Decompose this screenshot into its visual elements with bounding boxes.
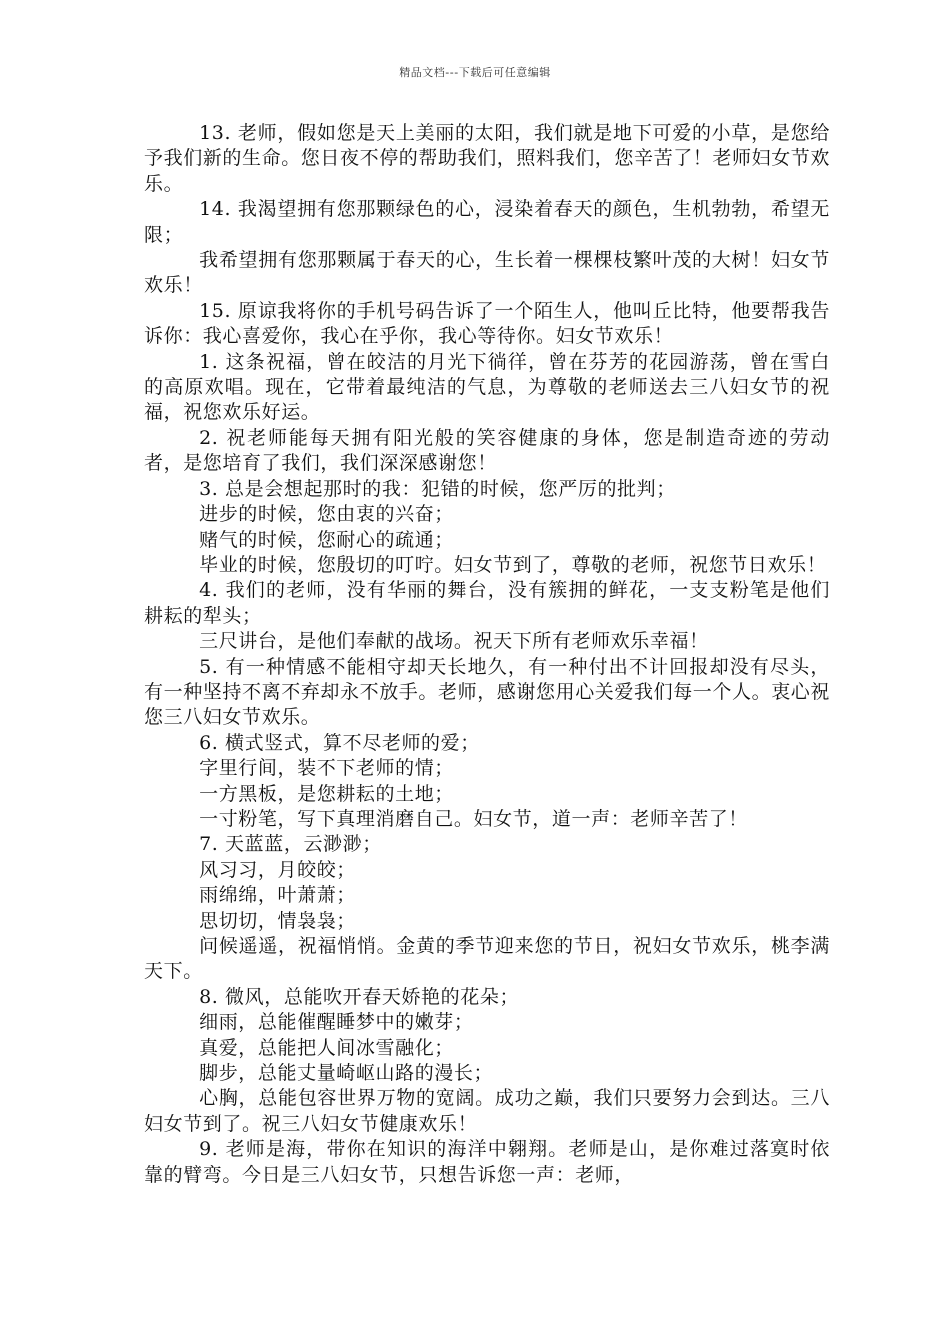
- paragraph: 毕业的时候，您殷切的叮咛。妇女节到了，尊敬的老师，祝您节日欢乐！: [199, 553, 827, 576]
- paragraph: 6. 横式竖式，算不尽老师的爱；: [199, 731, 480, 754]
- paragraph: 进步的时候，您由衷的兴奋；: [199, 503, 454, 526]
- paragraph: 问候遥遥，祝福悄悄。金黄的季节迎来您的节日，祝妇女节欢乐，桃李满天下。: [144, 935, 830, 983]
- paragraph: 三尺讲台，是他们奉献的战场。祝天下所有老师欢乐幸福！: [199, 630, 709, 653]
- paragraph: 思切切，情袅袅；: [199, 909, 356, 932]
- paragraph: 8. 微风，总能吹开春天娇艳的花朵；: [199, 985, 520, 1008]
- paragraph: 一方黑板，是您耕耘的土地；: [199, 782, 454, 805]
- paragraph: 雨绵绵，叶萧萧；: [199, 884, 356, 907]
- paragraph: 赌气的时候，您耐心的疏通；: [199, 528, 454, 551]
- document-body: [144, 121, 830, 1188]
- paragraph: 3. 总是会想起那时的我：犯错的时候，您严厉的批判；: [199, 477, 676, 500]
- paragraph: 心胸，总能包容世界万物的宽阔。成功之巅，我们只要努力会到达。三八妇女节到了。祝三八妇女节健康欢乐！: [144, 1087, 830, 1135]
- page-header: 精品文档---下载后可任意编辑: [399, 66, 551, 79]
- paragraph: 1. 这条祝福，曾在皎洁的月光下徜徉，曾在芬芳的花园游荡，曾在雪白的高原欢唱。现在，它带着最纯洁的气息，为尊敬的老师送去三八妇女节的祝福，祝您欢乐好运。: [144, 350, 830, 424]
- paragraph: 14. 我渴望拥有您那颗绿色的心，浸染着春天的颜色，生机勃勃，希望无限；: [144, 198, 830, 246]
- paragraph: 9. 老师是海，带你在知识的海洋中翱翔。老师是山，是你难过落寞时依靠的臂弯。今日是三八妇女节，只想告诉您一声：老师，: [144, 1138, 830, 1186]
- paragraph: 我希望拥有您那颗属于春天的心，生长着一棵棵枝繁叶茂的大树！妇女节欢乐！: [144, 249, 830, 297]
- paragraph: 脚步，总能丈量崎岖山路的漫长；: [199, 1062, 494, 1085]
- paragraph: 5. 有一种情感不能相守却天长地久，有一种付出不计回报却没有尽头，有一种坚持不离不弃却永不放手。老师，感谢您用心关爱我们每一个人。衷心祝您三八妇女节欢乐。: [144, 655, 831, 729]
- paragraph: 风习习，月皎皎；: [199, 858, 356, 881]
- paragraph: 13. 老师，假如您是天上美丽的太阳，我们就是地下可爱的小草，是您给予我们新的生命。您日夜不停的帮助我们，照料我们，您辛苦了！老师妇女节欢乐。: [144, 122, 831, 195]
- paragraph: 真爱，总能把人间冰雪融化；: [199, 1036, 454, 1059]
- paragraph: 细雨，总能催醒睡梦中的嫩芽；: [199, 1011, 474, 1034]
- paragraph: 一寸粉笔，写下真理消磨自己。妇女节，道一声：老师辛苦了！: [199, 807, 748, 830]
- paragraph: 7. 天蓝蓝，云渺渺；: [199, 833, 382, 856]
- paragraph: 15. 原谅我将你的手机号码告诉了一个陌生人，他叫丘比特，他要帮我告诉你：我心喜爱你，我心在乎你，我心等待你。妇女节欢乐！: [144, 299, 830, 348]
- paragraph: 字里行间，装不下老师的情；: [199, 757, 454, 780]
- paragraph: 4. 我们的老师，没有华丽的舞台，没有簇拥的鲜花，一支支粉笔是他们耕耘的犁头；: [144, 579, 830, 627]
- paragraph: 2. 祝老师能每天拥有阳光般的笑容健康的身体，您是制造奇迹的劳动者，是您培育了我们，我们深深感谢您！: [144, 426, 830, 475]
